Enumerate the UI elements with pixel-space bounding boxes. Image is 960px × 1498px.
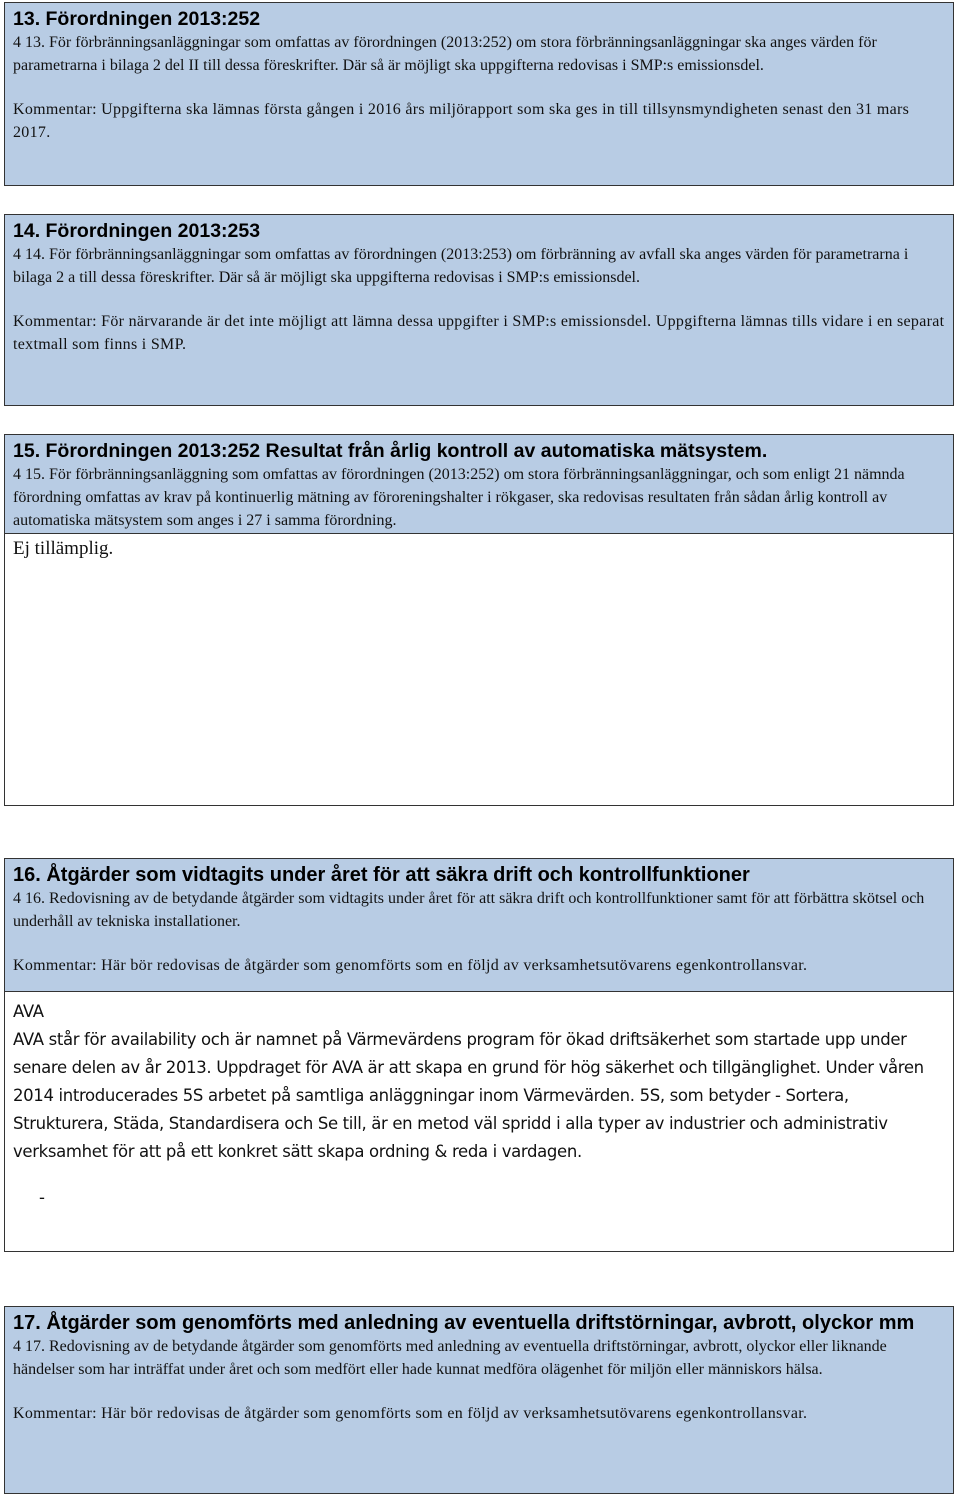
section-17-body: 4 17. Redovisning av de betydande åtgärder som genomförts med anledning av eventuella driftstörningar, avbrott, olyckor eller liknande händelser som har inträffat under året och som medfört eller hade kunnat medföra olägenhet för miljön eller människors hälsa.: [13, 1338, 887, 1378]
section-16-answer: AVA står för availability och är namnet på Värmevärdens program för ökad driftsäkerhet som startade upp under senare delen av år 2013. Uppdraget för AVA är att skapa en grund för hög säkerhet och tillgänglighet. Under våren 2014 introducerades 5S arbetet på samtliga anläggningar inom Värmevärden. 5S, som betyder - Sortera, Strukturera, Städa, Standardisera och Se till, är en metod väl spridd i alla typer av industrier och administrativ verksamhet för att på ett konkret sätt skapa ordning & reda i vardagen.: [13, 1030, 924, 1161]
section-16-answer-dash: -: [39, 1188, 45, 1207]
section-15-answer-box[interactable]: [4, 533, 954, 806]
section-15-body: 4 15. För förbränningsanläggning som omfattas av förordningen (2013:252) om stora förbränningsanläggningar, och som enligt 21 nämnda förordning omfattas av krav på kontinuerlig mätning av föroreningshalter i rökgaser, ska redovisas resultaten från sådan årlig kontroll av automatiska mätsystem som anges i 27 i samma förordning.: [13, 466, 905, 529]
section-13-title: 13. Förordningen 2013:252: [13, 8, 261, 30]
section-15: [4, 434, 954, 534]
section-13: [4, 2, 954, 186]
section-16: [4, 858, 954, 992]
section-17-title: 17. Åtgärder som genomförts med anledning av eventuella driftstörningar, avbrott, olyckor mm: [13, 1312, 915, 1334]
section-13-comment: Kommentar: Uppgifterna ska lämnas första gången i 2016 års miljörapport som ska ges in till tillsynsmyndigheten senast den 31 mars 2017.: [13, 101, 910, 141]
section-14-body: 4 14. För förbränningsanläggningar som omfattas av förordningen (2013:253) om förbränning av avfall ska anges värden för parametrarna i bilaga 2 a till dessa föreskrifter. Där så är möjligt ska uppgifterna redovisas i SMP:s emissionsdel.: [13, 246, 909, 286]
section-16-body: 4 16. Redovisning av de betydande åtgärder som vidtagits under året för att säkra drift och kontrollfunktioner samt för att förbättra skötsel och underhåll av tekniska installationer.: [13, 890, 925, 930]
section-16-title: 16. Åtgärder som vidtagits under året för att säkra drift och kontrollfunktioner: [13, 864, 750, 886]
section-14-comment: Kommentar: För närvarande är det inte möjligt att lämna dessa uppgifter i SMP:s emissionsdel. Uppgifterna lämnas tills vidare i en separat textmall som finns i SMP.: [13, 313, 945, 353]
section-17-comment: Kommentar: Här bör redovisas de åtgärder som genomförts som en följd av verksamhetsutövarens egenkontrollansvar.: [13, 1405, 808, 1422]
section-16-answer-box[interactable]: [4, 991, 954, 1252]
section-15-title: 15. Förordningen 2013:252 Resultat från årlig kontroll av automatiska mätsystem.: [13, 440, 768, 462]
section-14: [4, 214, 954, 406]
section-15-answer: Ej tillämplig.: [13, 538, 114, 559]
section-14-title: 14. Förordningen 2013:253: [13, 220, 261, 242]
section-13-body: 4 13. För förbränningsanläggningar som omfattas av förordningen (2013:252) om stora förbränningsanläggningar ska anges värden för parametrarna i bilaga 2 del II till dessa föreskrifter. Där så är möjligt ska uppgifterna redovisas i SMP:s emissionsdel.: [13, 34, 877, 74]
section-16-comment: Kommentar: Här bör redovisas de åtgärder som genomförts som en följd av verksamhetsutövarens egenkontrollansvar.: [13, 957, 808, 974]
section-17: [4, 1306, 954, 1494]
section-16-answer-heading: AVA: [13, 1002, 44, 1021]
